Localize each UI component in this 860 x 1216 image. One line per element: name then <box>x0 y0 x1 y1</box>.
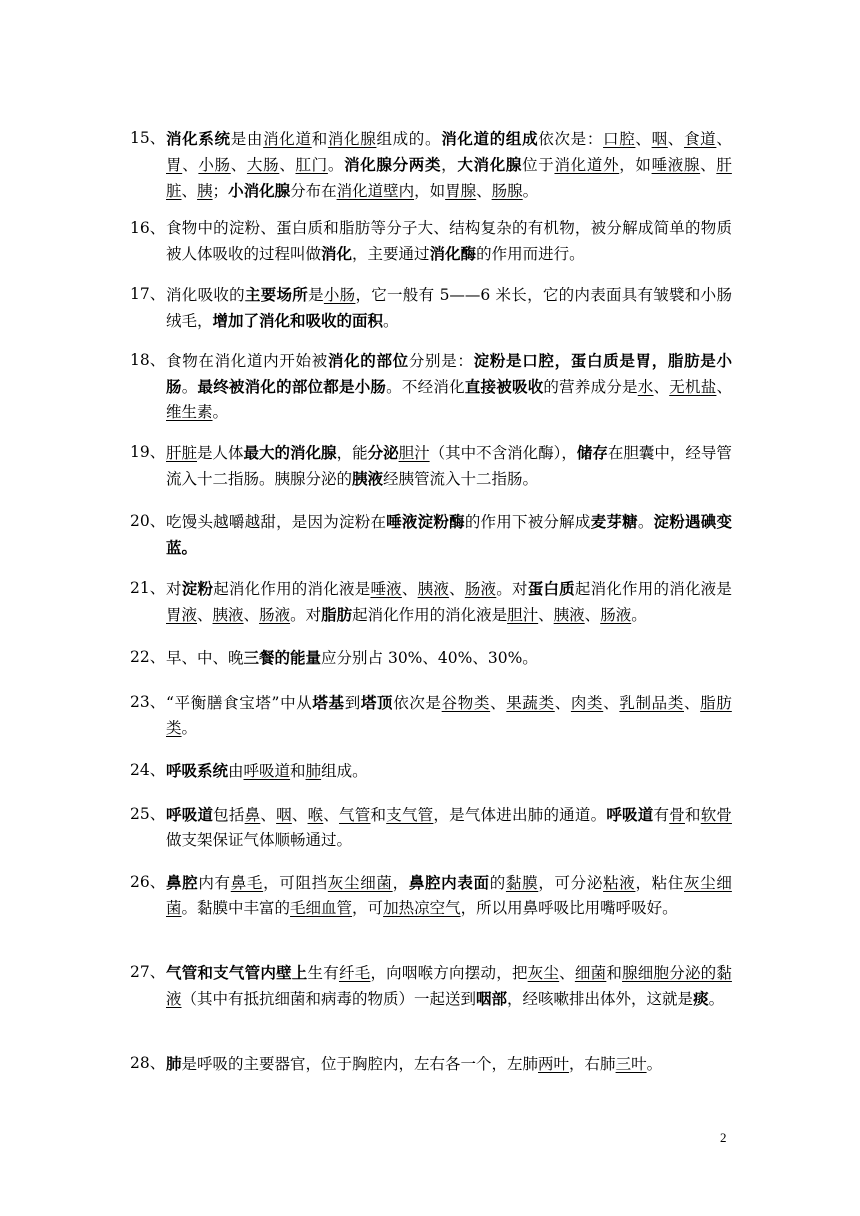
text-run: 分布在 <box>290 182 337 200</box>
text-run: 。 <box>637 513 654 531</box>
underlined-answer: 咽 <box>651 130 668 148</box>
text-run: 吃馒头越嚼越甜，是因为淀粉在 <box>166 513 387 531</box>
underlined-answer: 细菌 <box>574 964 607 982</box>
underlined-answer: 胃 <box>166 156 183 174</box>
text-run: 。 <box>212 403 229 421</box>
text-run: 和 <box>311 130 328 148</box>
text-run: ，主要通过 <box>352 245 430 263</box>
item-number: 23、 <box>130 693 166 711</box>
bold-term: 唾液淀粉酶 <box>386 512 465 531</box>
item-text <box>166 576 732 628</box>
bold-term: 主要场所 <box>244 285 309 304</box>
bold-term: 塔基 <box>312 693 345 712</box>
bold-term: 鼻腔内表面 <box>408 873 490 892</box>
bold-term: 大消化腺 <box>457 155 523 174</box>
item-text <box>166 1051 732 1077</box>
text-run: 、 <box>538 606 554 624</box>
text-run: 的作用下被分解成 <box>464 513 591 531</box>
underlined-answer: 消化道壁内 <box>336 182 415 200</box>
text-run: ， <box>392 874 409 892</box>
bold-term: 消化的部位 <box>327 351 409 370</box>
bold-term: 直接被吸收 <box>464 377 544 396</box>
item-number: 19、 <box>130 443 166 461</box>
underlined-answer: 大肠 <box>246 156 280 174</box>
underlined-answer: 支气管 <box>386 806 434 824</box>
text-run: 、 <box>230 156 247 174</box>
text-run: 、 <box>554 694 571 712</box>
text-run: 起消化作用的消化液是 <box>213 580 371 598</box>
underlined-answer: 肉类 <box>570 694 604 712</box>
underlined-answer: 粘液 <box>603 874 636 892</box>
underlined-answer: 消化道 <box>263 130 312 148</box>
text-run: 。 <box>327 156 345 174</box>
text-run: 和 <box>370 806 387 824</box>
text-run: 、 <box>243 606 260 624</box>
text-run: ，是气体进出肺的通道。 <box>433 806 607 824</box>
underlined-answer: 肛门 <box>295 156 328 174</box>
text-run: 对 <box>166 580 182 598</box>
text-run: ，可 <box>352 899 384 917</box>
text-run: 、 <box>490 694 507 712</box>
bold-term: 增加了消化和吸收的面积 <box>212 311 384 330</box>
underlined-answer: 胰液 <box>212 606 244 624</box>
text-run: 经胰管流入十二指肠。 <box>383 470 539 488</box>
text-run: 和 <box>606 964 623 982</box>
paragraph-15 <box>130 126 732 204</box>
item-text <box>166 126 732 204</box>
bold-term: 最大的消化腺 <box>243 443 337 462</box>
underlined-answer: 水 <box>637 378 654 396</box>
underlined-answer: 谷物类 <box>441 694 491 712</box>
underlined-answer: 乳制品类 <box>619 694 684 712</box>
text-run: 。 <box>646 1055 663 1073</box>
bold-term: 淀粉 <box>181 579 214 598</box>
bold-term: 气管和支气管内壁上 <box>166 963 308 982</box>
underlined-answer: 两叶 <box>538 1055 570 1073</box>
bold-term: 最终被消化的部位都是小肠 <box>197 377 387 396</box>
text-run: ，向咽喉方向摆动，把 <box>370 964 528 982</box>
item-number: 16、 <box>130 219 166 237</box>
text-run: 消化吸收的 <box>166 286 245 304</box>
text-run: 由 <box>228 762 244 780</box>
text-run: ， <box>441 156 458 174</box>
text-run: 组成的。 <box>376 130 442 148</box>
underlined-answer: 消化道外 <box>554 156 620 174</box>
item-text <box>166 282 732 334</box>
underlined-answer: 呼吸道 <box>243 762 291 780</box>
text-run: 应分别占 30%、40%、30%。 <box>321 649 538 667</box>
underlined-answer: 胃液 <box>166 606 198 624</box>
text-run: 。 <box>181 719 198 737</box>
text-run: 、 <box>716 130 732 148</box>
bold-term: 消化道的组成 <box>441 129 539 148</box>
underlined-answer: 肝脏 <box>166 156 732 200</box>
text-run: 到 <box>344 694 361 712</box>
text-run: 、 <box>323 806 340 824</box>
underlined-answer: 胰液 <box>553 606 585 624</box>
underlined-answer: 肝脏 <box>166 444 198 462</box>
underlined-answer: 肠液 <box>464 580 497 598</box>
text-run: 、 <box>559 964 575 982</box>
text-run: 起消化作用的消化液是 <box>574 580 732 598</box>
text-run: 、 <box>279 156 296 174</box>
paragraph-23 <box>130 690 732 741</box>
item-number: 20、 <box>130 512 166 530</box>
text-run: 。对 <box>496 580 528 598</box>
text-run: 、 <box>291 806 308 824</box>
paragraph-17 <box>130 282 732 334</box>
paragraph-25 <box>130 802 732 853</box>
text-run: 。 <box>522 182 539 200</box>
paragraph-18 <box>130 348 732 425</box>
underlined-answer: 黏膜 <box>505 874 539 892</box>
text-run: 。 <box>383 312 399 330</box>
bold-term: 分泌 <box>367 443 399 462</box>
text-run: 、 <box>716 378 732 396</box>
item-text <box>166 960 732 1012</box>
underlined-answer: 维生素 <box>166 403 213 421</box>
item-number: 17、 <box>130 285 166 303</box>
underlined-answer: 毛细血管 <box>290 899 353 917</box>
underlined-answer: 肠液 <box>600 606 632 624</box>
item-text <box>166 440 732 492</box>
underlined-answer: 胆汁 <box>398 444 430 462</box>
text-run: ，可分泌 <box>538 874 604 892</box>
text-run: 依次是 <box>393 694 442 712</box>
underlined-answer: 果蔬类 <box>506 694 555 712</box>
underlined-answer: 气管 <box>339 806 371 824</box>
paragraph-20 <box>130 509 732 561</box>
item-number: 26、 <box>130 873 166 891</box>
item-number: 22、 <box>130 648 166 666</box>
underlined-answer: 胆汁 <box>507 606 539 624</box>
item-number: 15、 <box>130 129 166 147</box>
underlined-answer: 唾液 <box>370 580 402 598</box>
item-number: 28、 <box>130 1054 166 1072</box>
item-number: 21、 <box>130 579 166 597</box>
text-run: 。 <box>181 378 198 396</box>
bold-term: 咽部 <box>476 989 508 1008</box>
text-run: 。 <box>631 606 647 624</box>
item-text <box>166 645 732 671</box>
underlined-answer: 胰液 <box>417 580 450 598</box>
paragraph-27 <box>130 960 732 1012</box>
text-run: 、 <box>653 378 670 396</box>
bold-term: 塔顶 <box>360 693 394 712</box>
text-run: （其中不含消化酶）， <box>429 444 577 462</box>
text-run: 、 <box>684 694 701 712</box>
text-run: 生有 <box>307 964 339 982</box>
text-run: 的营养成分是 <box>543 378 638 396</box>
bold-term: 小消化腺 <box>228 181 291 200</box>
paragraph-19 <box>130 440 732 492</box>
text-run: 。对 <box>290 606 322 624</box>
item-text <box>166 802 732 853</box>
bold-term: 三餐的能量 <box>243 648 322 667</box>
text-run: （其中有抵抗细菌和病毒的物质）一起送到 <box>181 990 477 1008</box>
underlined-answer: 腺细胞分泌的黏液 <box>166 964 732 1008</box>
underlined-answer: 三叶 <box>615 1055 647 1073</box>
item-number: 18、 <box>130 351 166 369</box>
text-run: 分别是： <box>408 352 474 370</box>
text-run: 食物在消化道内开始被 <box>166 352 328 370</box>
paragraph-24 <box>130 758 732 784</box>
bold-term: 消化酶 <box>429 244 477 263</box>
bold-term: 淀粉是口腔，蛋白质是胃，脂肪是小肠 <box>166 351 732 396</box>
item-text <box>166 690 732 741</box>
underlined-answer: 骨 <box>669 806 685 824</box>
text-run: 。黏膜中丰富的 <box>181 899 291 917</box>
text-run: 、 <box>476 182 492 200</box>
underlined-answer: 消化腺 <box>327 130 377 148</box>
text-run: 位于 <box>522 156 555 174</box>
text-run: 、 <box>197 606 213 624</box>
text-run: 有 <box>653 806 670 824</box>
text-run: 的 <box>489 874 506 892</box>
text-run: ，可阻挡 <box>263 874 328 892</box>
bold-term: 肺 <box>166 1054 182 1073</box>
bold-term: 麦芽糖 <box>590 512 638 531</box>
underlined-answer: 胃腺 <box>445 182 477 200</box>
text-run: 是 <box>308 286 324 304</box>
text-run: 是呼吸的主要器官，位于胸腔内，左右各一个，左肺 <box>181 1055 539 1073</box>
text-run: ； <box>212 182 229 200</box>
text-run: 早、中、晚 <box>166 649 244 667</box>
item-text <box>166 509 732 561</box>
text-run: “平衡膳食宝塔”中从 <box>166 694 313 712</box>
bold-term: 储存 <box>576 443 608 462</box>
underlined-answer: 加热凉空气 <box>383 899 461 917</box>
underlined-answer: 软骨 <box>700 806 732 824</box>
underlined-answer: 纤毛 <box>338 964 371 982</box>
item-number: 24、 <box>130 761 166 779</box>
underlined-answer: 小肠 <box>198 156 231 174</box>
underlined-answer: 喉 <box>307 806 324 824</box>
text-run: 组成。 <box>321 762 368 780</box>
text-run: 、 <box>181 182 198 200</box>
text-run: 、 <box>700 156 717 174</box>
page-number: 2 <box>720 1130 727 1145</box>
text-run: 起消化作用的消化液是 <box>352 606 508 624</box>
underlined-answer: 肺 <box>305 762 322 780</box>
text-run: ，右肺 <box>569 1055 616 1073</box>
text-run: ，它一般有 5——6 米长，它的内表面具有皱襞和小肠绒毛， <box>166 286 732 330</box>
bold-term: 呼吸道 <box>166 805 214 824</box>
text-run: ，如 <box>619 156 652 174</box>
item-text <box>166 216 732 267</box>
bold-term: 淀粉遇碘变蓝。 <box>166 512 732 557</box>
text-run: 、 <box>449 580 465 598</box>
bold-term: 痰 <box>693 989 709 1008</box>
paragraph-22 <box>130 645 732 671</box>
item-text <box>166 870 732 921</box>
item-number: 25、 <box>130 805 166 823</box>
underlined-answer: 肠液 <box>259 606 291 624</box>
text-run: ，如 <box>414 182 446 200</box>
paragraph-26 <box>130 870 732 921</box>
text-run: 、 <box>635 130 652 148</box>
text-run: 、 <box>401 580 418 598</box>
text-run: 、 <box>667 130 684 148</box>
text-run: 内有 <box>198 874 231 892</box>
text-run: 。不经消化 <box>386 378 465 396</box>
underlined-answer: 无机盐 <box>669 378 717 396</box>
bold-term: 消化腺分两类 <box>344 155 442 174</box>
text-run: 食物中的淀粉、蛋白质和脂肪等分子大、结构复杂的有机物，被分解成简单的物质被人体吸收的过程叫做 <box>166 219 732 263</box>
text-run: ，经咳嗽排出体外，这就是 <box>507 990 694 1008</box>
underlined-answer: 食道 <box>683 130 717 148</box>
bold-term: 脂肪 <box>321 605 353 624</box>
text-run: 是人体 <box>197 444 244 462</box>
text-run: 包括 <box>213 806 245 824</box>
paragraph-21 <box>130 576 732 628</box>
text-run: 、 <box>603 694 620 712</box>
text-run: 在胆囊中，经导管流入十二指肠。胰腺分泌的 <box>166 444 732 488</box>
item-number: 27、 <box>130 963 166 981</box>
underlined-answer: 胰 <box>197 182 213 200</box>
underlined-answer: 灰尘细菌 <box>327 874 393 892</box>
text-run: ，所以用鼻呼吸比用嘴呼吸好。 <box>460 899 678 917</box>
text-run: 依次是： <box>538 130 604 148</box>
bold-term: 鼻腔 <box>166 873 199 892</box>
paragraph-28 <box>130 1051 732 1077</box>
text-run: 、 <box>260 806 277 824</box>
bold-term: 胰液 <box>352 469 384 488</box>
text-run: 的作用而进行。 <box>476 245 585 263</box>
text-run: ，粘住 <box>635 874 684 892</box>
text-run: 。 <box>708 990 725 1008</box>
underlined-answer: 灰尘细菌 <box>166 874 732 917</box>
text-run: 、 <box>182 156 199 174</box>
bold-term: 消化 <box>321 244 353 263</box>
underlined-answer: 咽 <box>276 806 292 824</box>
underlined-answer: 鼻 <box>244 806 261 824</box>
text-run: 是由 <box>230 130 264 148</box>
text-run: 和 <box>684 806 701 824</box>
text-run: 做支架保证气体顺畅通过。 <box>166 831 353 849</box>
bold-term: 呼吸系统 <box>166 761 229 780</box>
bold-term: 消化系统 <box>166 129 231 148</box>
underlined-answer: 灰尘 <box>527 964 560 982</box>
underlined-answer: 肠腺 <box>491 182 523 200</box>
underlined-answer: 唾液腺 <box>651 156 701 174</box>
underlined-answer: 鼻毛 <box>230 874 264 892</box>
item-text <box>166 758 732 784</box>
underlined-answer: 口腔 <box>603 130 636 148</box>
underlined-answer: 小肠 <box>323 286 356 304</box>
underlined-answer: 脂肪类 <box>166 694 732 737</box>
paragraph-16 <box>130 216 732 267</box>
text-run: ，能 <box>336 444 368 462</box>
text-run: 和 <box>290 762 306 780</box>
bold-term: 呼吸道 <box>606 805 654 824</box>
bold-term: 蛋白质 <box>527 579 575 598</box>
item-text <box>166 348 732 425</box>
text-run: 、 <box>584 606 601 624</box>
